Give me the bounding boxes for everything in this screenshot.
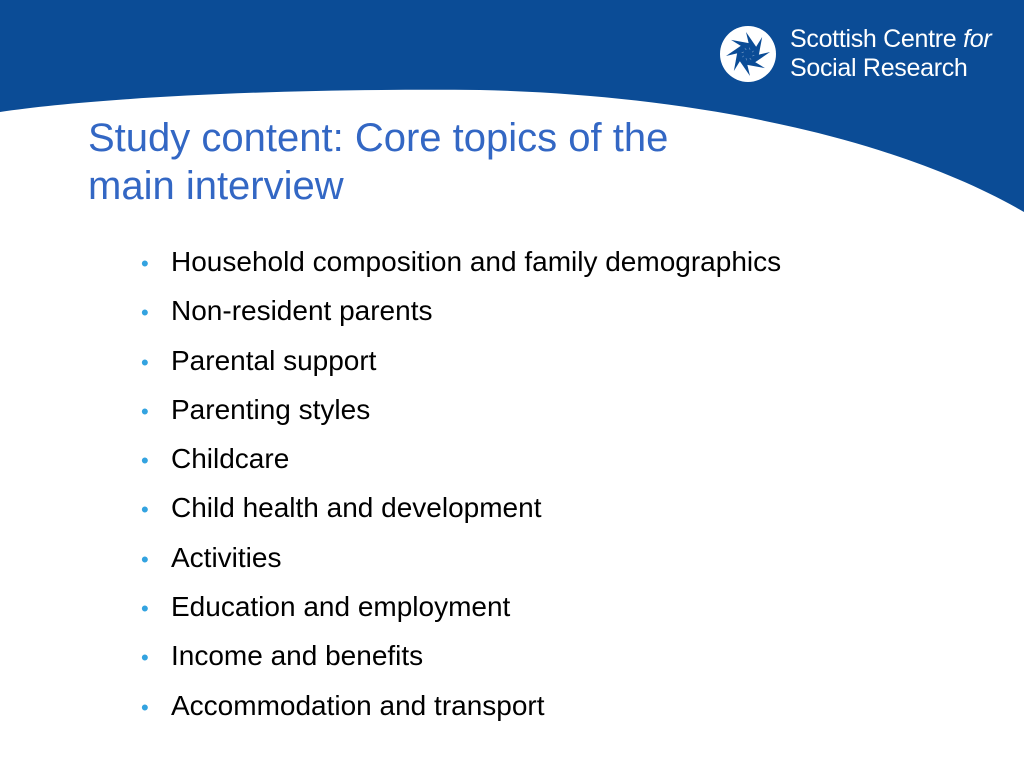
topic-list-item: [141, 492, 781, 541]
bullet-dot-icon: •: [141, 497, 149, 523]
bullet-dot-icon: •: [141, 349, 149, 375]
topic-list-item: [141, 295, 781, 344]
topic-label: Non-resident parents: [171, 295, 433, 327]
bullet-dot-icon: •: [141, 694, 149, 720]
bullet-dot-icon: •: [141, 251, 149, 276]
bullet-dot-icon: •: [141, 546, 149, 572]
topic-label: Household composition and family demographics: [171, 246, 782, 277]
topic-list-item: [141, 246, 781, 295]
logo-name-part: Scottish Centre: [790, 25, 957, 53]
organisation-logo: [718, 24, 991, 84]
topic-list-item: [141, 443, 781, 492]
topic-list-item: [141, 394, 781, 443]
logo-for-word: for: [963, 25, 992, 53]
topic-label: Activities: [171, 541, 282, 573]
bullet-dot-icon: •: [141, 448, 149, 474]
topic-label: Income and benefits: [171, 640, 424, 672]
logo-line-2: Social Research: [790, 54, 968, 82]
topic-label: Education and employment: [171, 591, 511, 623]
slide-title-line-2: main interview: [88, 164, 344, 208]
slide-title-line-1: Study content: Core topics of the: [88, 116, 669, 160]
logo-wordmark: [790, 25, 991, 83]
logo-line-1: [790, 25, 991, 54]
topic-label: Parenting styles: [171, 393, 371, 425]
topic-label: Child health and development: [171, 492, 542, 524]
topic-list: [141, 246, 781, 739]
topic-list-item: [141, 345, 781, 394]
topic-list-item: [141, 690, 781, 739]
shutter-aperture-icon: [718, 24, 778, 84]
bullet-dot-icon: •: [141, 596, 149, 622]
topic-list-item: [141, 640, 781, 689]
bullet-dot-icon: •: [141, 645, 149, 671]
topic-label: Childcare: [171, 443, 290, 475]
bullet-dot-icon: •: [141, 300, 149, 326]
topic-label: Parental support: [171, 344, 377, 376]
topic-list-item: [141, 591, 781, 640]
topic-list-item: [141, 542, 781, 591]
topic-label: Accommodation and transport: [171, 689, 545, 721]
bullet-dot-icon: •: [141, 398, 149, 424]
slide-title: [88, 114, 788, 210]
